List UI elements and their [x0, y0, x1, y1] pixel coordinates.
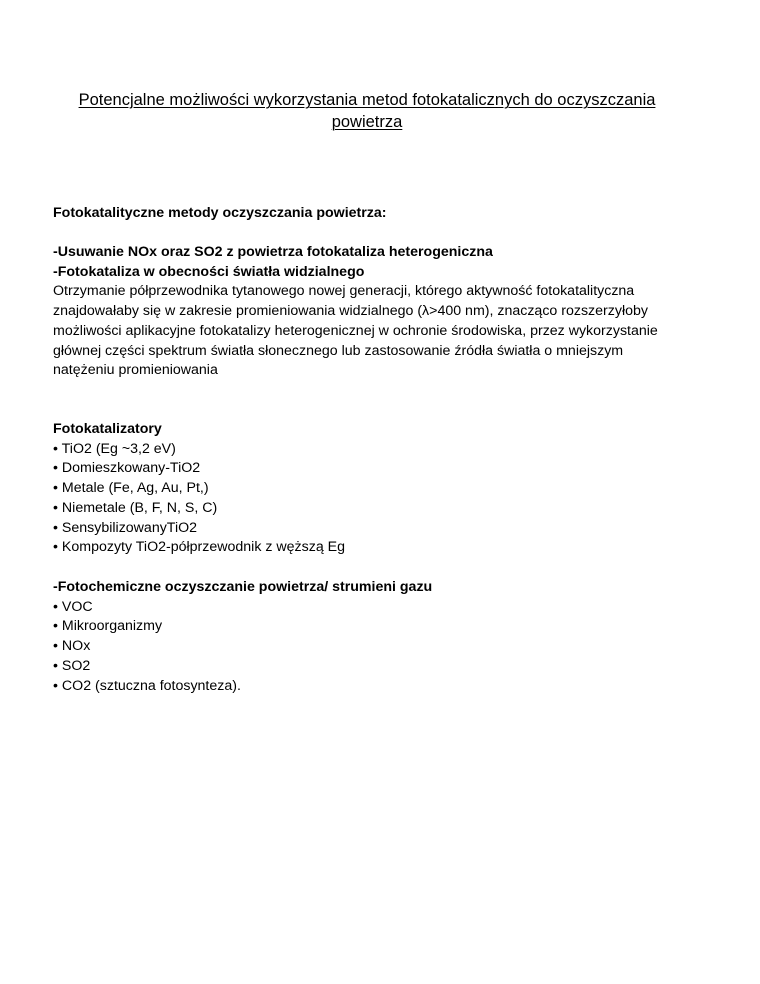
list-item: • SensybilizowanyTiO2	[53, 519, 733, 539]
list-item: • Metale (Fe, Ag, Au, Pt,)	[53, 479, 733, 499]
paragraph-line: Otrzymanie półprzewodnika tytanowego nowej generacji, którego aktywność fotokatalityczna	[53, 283, 635, 300]
paragraph-line: natężeniu promieniowania	[53, 362, 218, 379]
pollutant-list	[53, 598, 733, 697]
page-title	[40, 89, 694, 133]
list-item: • VOC	[53, 598, 733, 618]
subheading-nox-so2: -Usuwanie NOx oraz SO2 z powietrza fotokataliza heterogeniczna	[53, 244, 493, 260]
title-line-2: powietrza	[331, 113, 403, 131]
paragraph-line: znajdowałaby się w zakresie promieniowania widzialnego (λ>400 nm), znacząco rozszerzyłoby	[53, 303, 648, 320]
list-item: • SO2	[53, 657, 733, 677]
list-item: • Kompozyty TiO2-półprzewodnik z węższą Eg	[53, 538, 733, 558]
section-heading: Fotokatalizatory	[53, 421, 162, 437]
list-item: • NOx	[53, 637, 733, 657]
title-line-1: Potencjalne możliwości wykorzystania metod fotokatalicznych do oczyszczania	[78, 91, 656, 109]
list-item: • Domieszkowany-TiO2	[53, 459, 733, 479]
photocatalyst-list	[53, 440, 733, 558]
paragraph-line: możliwości aplikacyjne fotokatalizy heterogenicznej w ochronie środowiska, przez wykorzystanie	[53, 322, 658, 339]
section-heading: Fotokatalityczne metody oczyszczania powietrza:	[53, 205, 387, 221]
section-photocatalysts	[53, 420, 733, 558]
list-item: • TiO2 (Eg ~3,2 eV)	[53, 440, 733, 460]
subheading-visible-light: -Fotokataliza w obecności światła widzialnego	[53, 263, 365, 280]
section-photochemical-cleaning	[53, 578, 733, 696]
section-heading: -Fotochemiczne oczyszczanie powietrza/ strumieni gazu	[53, 579, 433, 595]
list-item: • Niemetale (B, F, N, S, C)	[53, 499, 733, 519]
section-methods-content	[53, 243, 733, 381]
section-photocatalytic-methods	[53, 204, 733, 224]
list-item: • CO2 (sztuczna fotosynteza).	[53, 677, 733, 697]
list-item: • Mikroorganizmy	[53, 617, 733, 637]
paragraph-line: głównej części spektrum światła słonecznego lub zastosowanie źródła światła o mniejszym	[53, 342, 624, 359]
